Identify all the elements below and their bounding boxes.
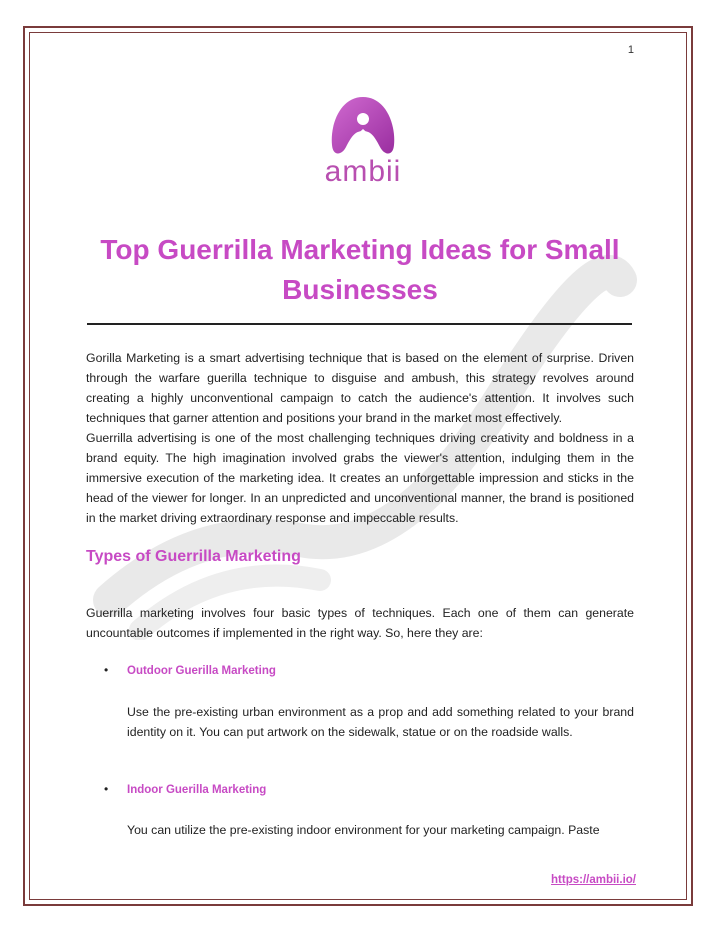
bullet-label-outdoor: Outdoor Guerilla Marketing xyxy=(127,665,276,677)
section-heading: Types of Guerrilla Marketing xyxy=(86,548,301,565)
bullet-label-indoor: Indoor Guerilla Marketing xyxy=(127,784,267,796)
title-divider xyxy=(87,323,632,325)
bullet-marker: • xyxy=(104,782,109,796)
footer-website-link[interactable]: https://ambii.io/ xyxy=(551,874,636,886)
bullet-text-indoor: You can utilize the pre-existing indoor environment for your marketing campaign. Paste xyxy=(127,823,600,837)
section-paragraph: Guerrilla marketing involves four basic types of techniques. Each one of them can generate uncountable outcomes if implemented in the right way. So, here they are: xyxy=(86,606,634,640)
bullet-marker: • xyxy=(104,663,109,677)
bullet-text-outdoor: Use the pre-existing urban environment as a prop and add something related to your brand identity on it. You can put artwork on the sidewalk, statue or on the roadside walls. xyxy=(127,705,634,739)
logo-wordmark: ambii xyxy=(324,155,402,188)
intro-paragraph: Gorilla Marketing is a smart advertising technique that is based on the element of surprise. Driven through the warfare guerilla technique to disguise and ambush, this strategy revolves around creating a highly unconventional campaign to catch the audience's attention. It involves such techniques that garner attention and positions your brand in the market most effectively. xyxy=(86,351,634,425)
page-title: Top Guerrilla Marketing Ideas for Small Businesses xyxy=(100,234,620,305)
page-number: 1 xyxy=(627,44,634,56)
second-paragraph: Guerrilla advertising is one of the most challenging techniques driving creativity and boldness in a brand equity. The high imagination involved grabs the viewer's attention, indulging them in the immersive execution of the marketing idea. It creates an unforgettable impression and sticks in the head of the viewer for longer. In an unpredicted and unconventional manner, the brand is positioned in the market driving extraordinary response and impeccable results. xyxy=(86,431,634,525)
